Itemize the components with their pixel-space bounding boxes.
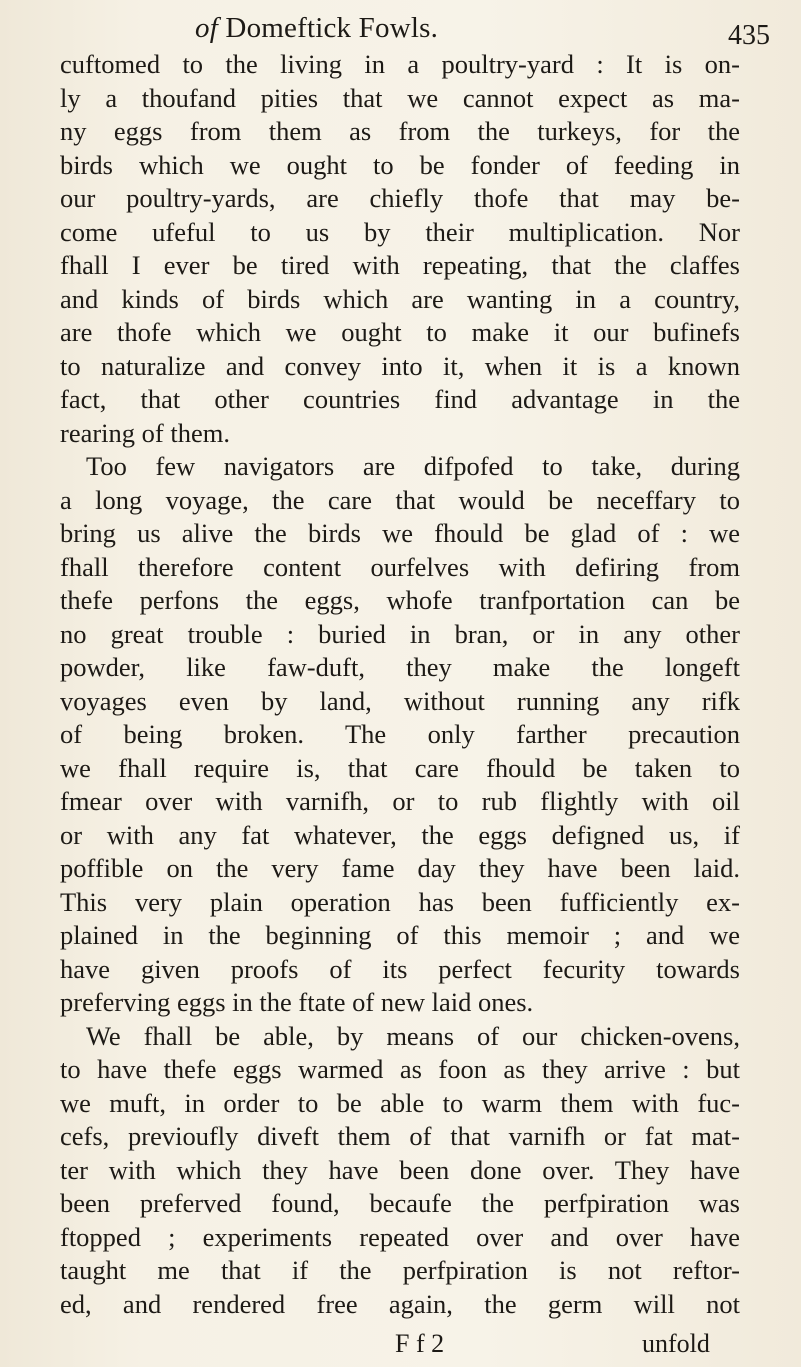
text-line: to naturalize and convey into it, when it is a known bbox=[60, 350, 740, 381]
text-line: a long voyage, the care that would be neceffary to bbox=[60, 484, 740, 515]
text-line: fhall I ever be tired with repeating, that the claffes bbox=[60, 250, 740, 280]
text-line: bring us alive the birds we fhould be glad of : we bbox=[60, 518, 740, 548]
page-footer bbox=[0, 1327, 801, 1361]
text-line: been preferved found, becaufe the perfpiration was bbox=[60, 1188, 740, 1218]
text-line: powder, like faw-duft, they make the longeft bbox=[60, 652, 740, 682]
signature-mark: F f 2 bbox=[395, 1329, 445, 1358]
text-line: to have thefe eggs warmed as foon as they arrive : but bbox=[60, 1054, 740, 1084]
text-line: ed, and rendered free again, the germ will not bbox=[60, 1288, 740, 1319]
text-line: have given proofs of its perfect fecurity towards bbox=[60, 953, 740, 984]
paragraph-start-line: Too few navigators are difpofed to take, during bbox=[86, 451, 740, 481]
text-line: poffible on the very fame day they have been laid. bbox=[60, 853, 740, 883]
running-title-of: of bbox=[195, 12, 218, 44]
running-title bbox=[195, 12, 438, 45]
text-line: or with any fat whatever, the eggs defigned us, if bbox=[60, 819, 740, 850]
text-line: of being broken. The only farther precaution bbox=[60, 719, 740, 749]
text-line: and kinds of birds which are wanting in a country, bbox=[60, 283, 740, 314]
paragraph-start-line: We fhall be able, by means of our chicken-ovens, bbox=[86, 1020, 740, 1051]
text-line: This very plain operation has been fufficiently ex- bbox=[60, 886, 740, 917]
text-line: plained in the beginning of this memoir ; and we bbox=[60, 920, 740, 950]
text-line: ftopped ; experiments repeated over and over have bbox=[60, 1221, 740, 1252]
text-line: fhall therefore content ourfelves with defiring from bbox=[60, 551, 740, 582]
text-line: preferving eggs in the ftate of new laid ones. bbox=[60, 987, 534, 1017]
text-line: taught me that if the perfpiration is not reftor- bbox=[60, 1255, 740, 1285]
text-line: fmear over with varnifh, or to rub flightly with oil bbox=[60, 786, 740, 816]
body-text bbox=[60, 48, 740, 1321]
text-line: birds which we ought to be fonder of feeding in bbox=[60, 149, 740, 180]
text-line: we muft, in order to be able to warm them with fuc- bbox=[60, 1087, 740, 1118]
text-line: are thofe which we ought to make it our bufinefs bbox=[60, 317, 740, 347]
text-line: come ufeful to us by their multiplication. Nor bbox=[60, 216, 740, 247]
running-title-text: Domeftick Fowls. bbox=[225, 12, 439, 44]
text-line: cefs, previoufly diveft them of that varnifh or fat mat- bbox=[60, 1121, 740, 1151]
page-number: 435 bbox=[728, 20, 770, 51]
text-line: thefe perfons the eggs, whofe tranfportation can be bbox=[60, 585, 740, 615]
text-line: no great trouble : buried in bran, or in any other bbox=[60, 618, 740, 649]
catchword: unfold bbox=[642, 1329, 710, 1358]
text-line: we fhall require is, that care fhould be taken to bbox=[60, 752, 740, 783]
text-line: ny eggs from them as from the turkeys, for the bbox=[60, 116, 740, 146]
text-line: ly a thoufand pities that we cannot expect as ma- bbox=[60, 82, 740, 113]
running-head bbox=[0, 6, 801, 50]
text-line: voyages even by land, without running any rifk bbox=[60, 685, 740, 716]
text-line: rearing of them. bbox=[60, 417, 230, 448]
text-line: fact, that other countries find advantage in the bbox=[60, 384, 740, 414]
text-line: cuftomed to the living in a poultry-yard : It is on- bbox=[60, 49, 740, 79]
text-line: ter with which they have been done over. They have bbox=[60, 1154, 740, 1185]
text-line: our poultry-yards, are chiefly thofe that may be- bbox=[60, 183, 740, 213]
